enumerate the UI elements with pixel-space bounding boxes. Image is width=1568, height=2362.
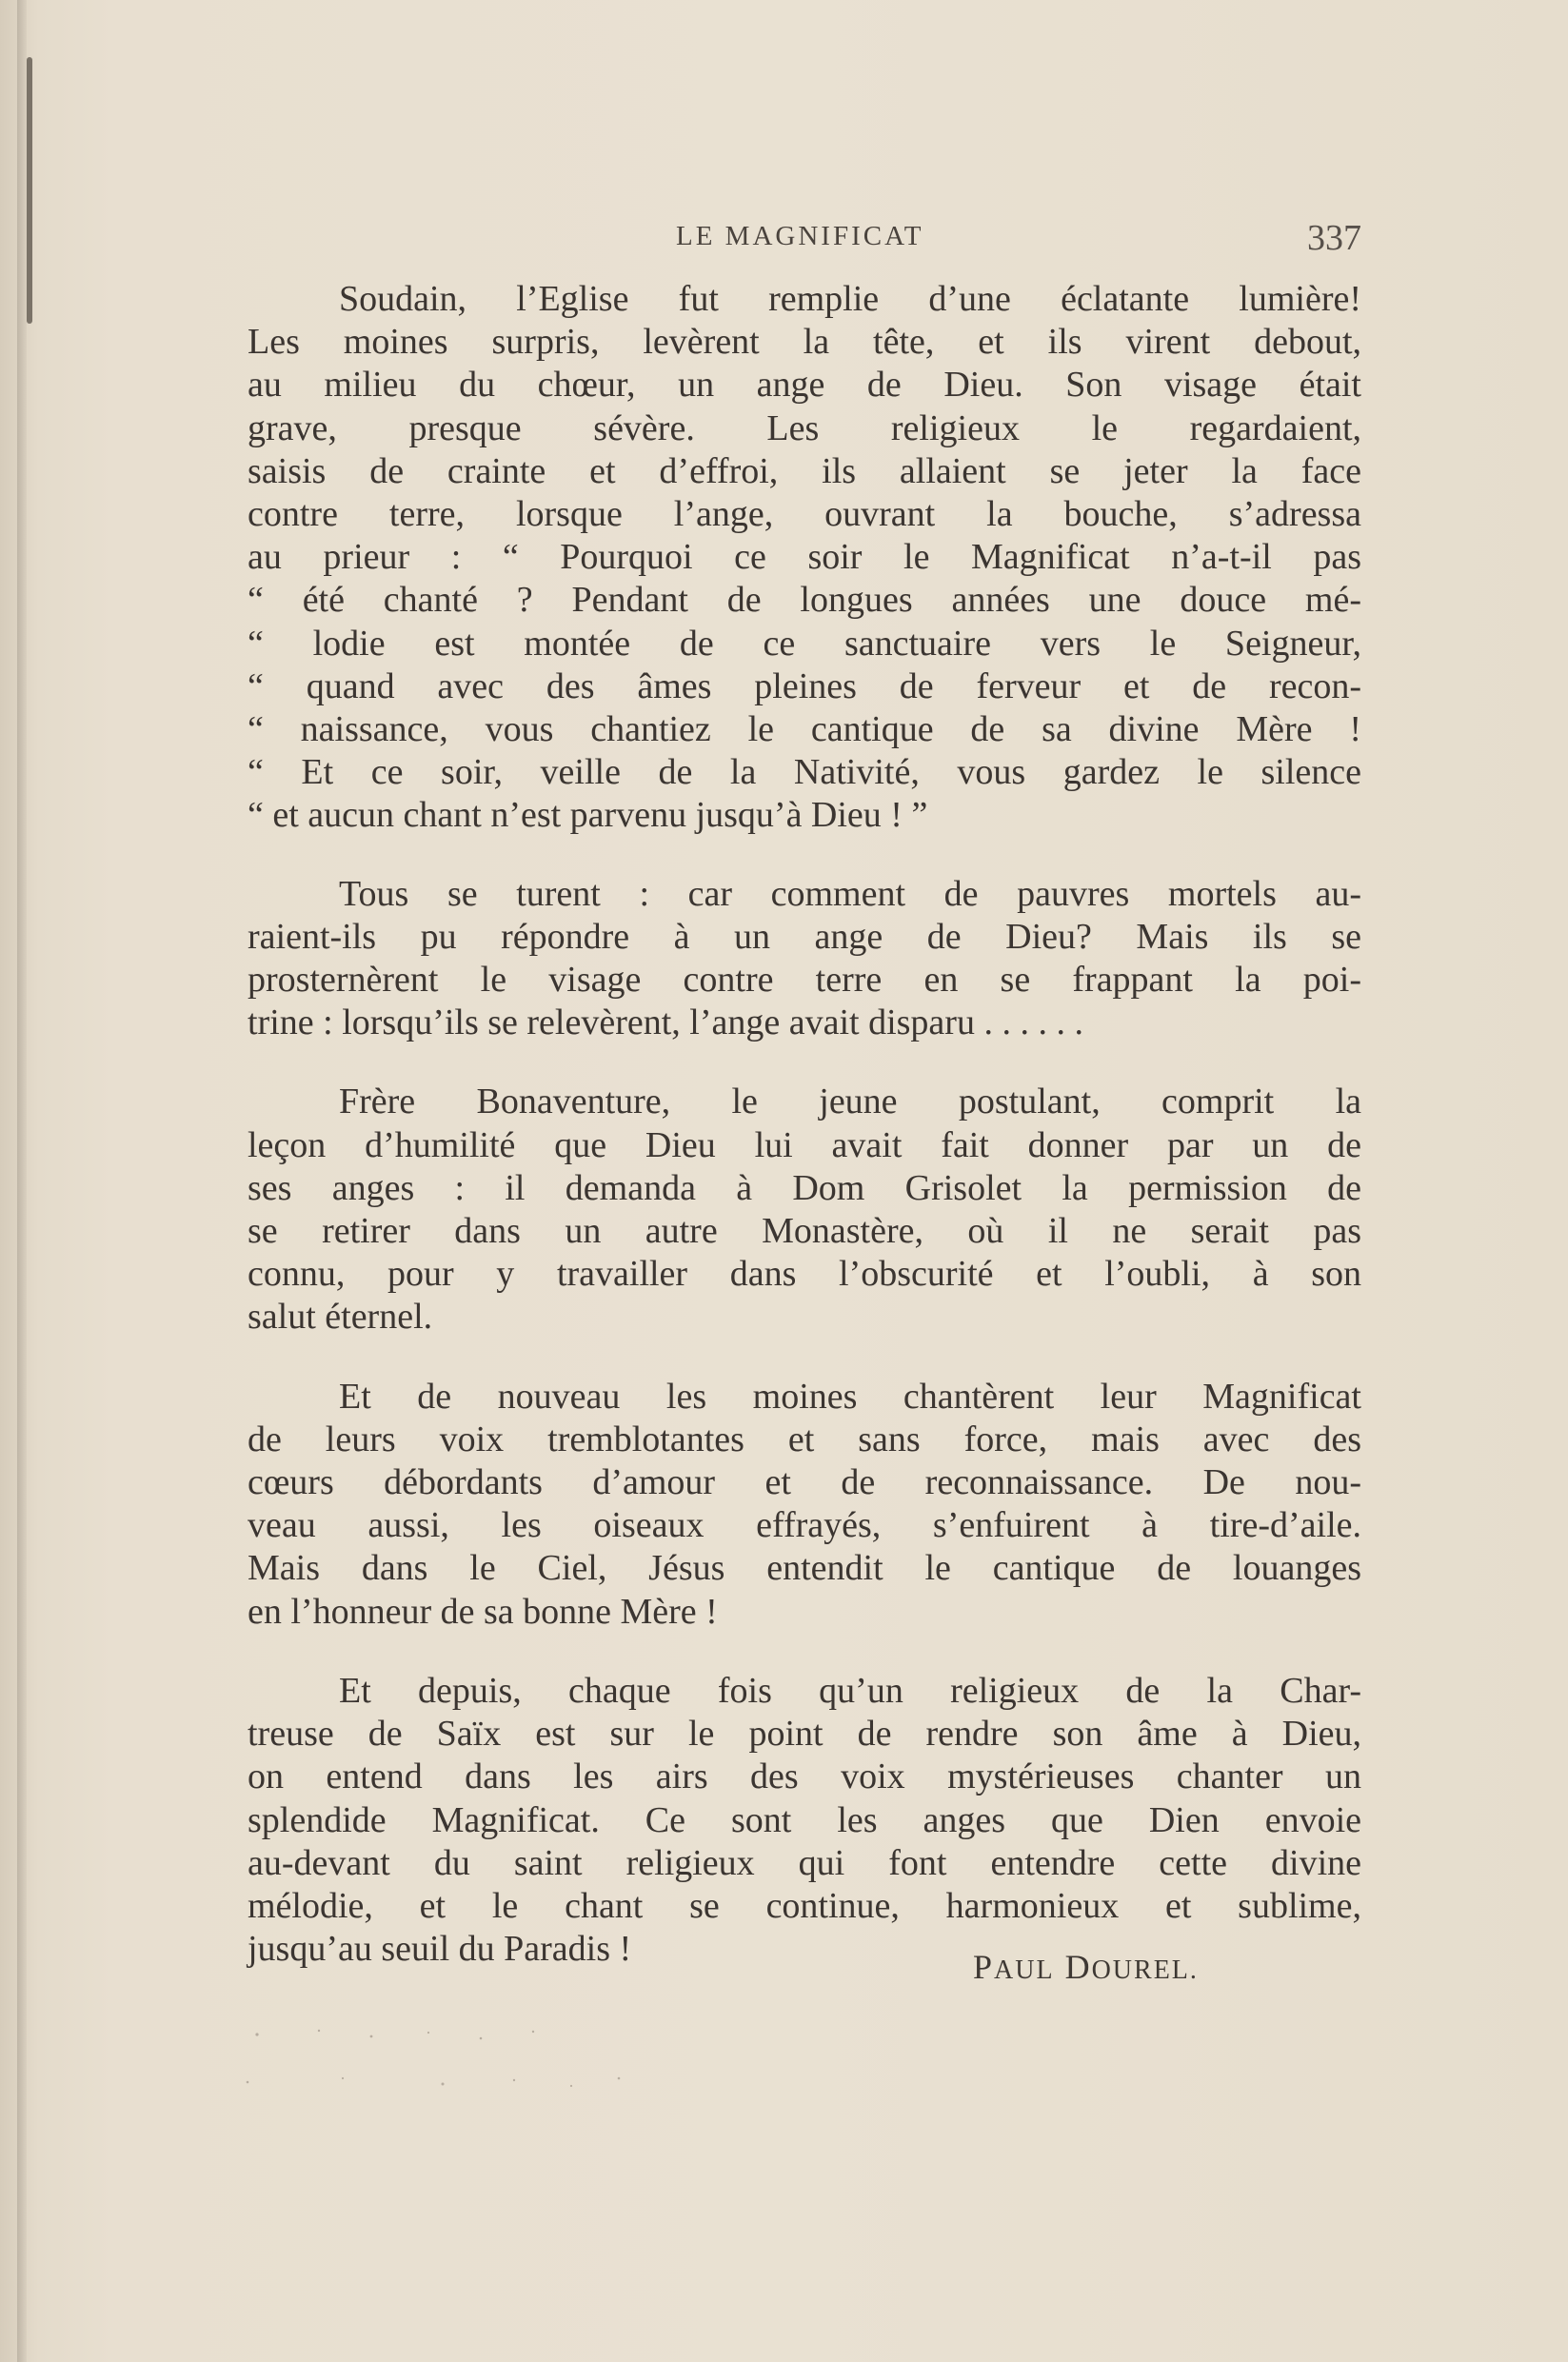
text-line: de leurs voix tremblotantes et sans force, mais avec des xyxy=(248,1419,1361,1459)
paragraph-5 xyxy=(248,1670,1361,1971)
paper-specks xyxy=(228,2023,705,2099)
text-line: Et depuis, chaque fois qu’un religieux de la Char- xyxy=(339,1670,1361,1711)
page-binding-shadow xyxy=(17,0,27,2362)
text-line: “ naissance, vous chantiez le cantique de sa divine Mère ! xyxy=(248,709,1361,750)
paragraph-4 xyxy=(248,1376,1361,1634)
text-line: contre terre, lorsque l’ange, ouvrant la bouche, s’adressa xyxy=(248,494,1361,535)
text-line: cœurs débordants d’amour et de reconnaissance. De nou- xyxy=(248,1462,1361,1503)
signature-initial: P xyxy=(973,1948,995,1986)
author-signature xyxy=(973,1947,1199,1987)
body-text xyxy=(248,278,1361,2007)
text-line: veau aussi, les oiseaux effrayés, s’enfuirent à tire-d’aile. xyxy=(248,1505,1361,1546)
text-line: Mais dans le Ciel, Jésus entendit le cantique de louanges xyxy=(248,1548,1361,1589)
text-line: se retirer dans un autre Monastère, où il ne serait pas xyxy=(248,1211,1361,1252)
text-line: Tous se turent : car comment de pauvres mortels au- xyxy=(339,873,1361,914)
text-line: trine : lorsqu’ils se relevèrent, l’ange avait disparu . . . . . . xyxy=(248,1002,1083,1043)
text-line: ses anges : il demanda à Dom Grisolet la permission de xyxy=(248,1167,1361,1208)
text-line: jusqu’au seuil du Paradis ! xyxy=(248,1929,632,1970)
text-line: grave, presque sévère. Les religieux le regardaient, xyxy=(248,407,1361,448)
text-line: prosternèrent le visage contre terre en se frappant la poi- xyxy=(248,960,1361,1001)
text-line: au-devant du saint religieux qui font entendre cette divine xyxy=(248,1842,1361,1883)
text-line: Et de nouveau les moines chantèrent leur Magnificat xyxy=(339,1376,1361,1417)
text-line: au prieur : “ Pourquoi ce soir le Magnificat n’a-t-il pas xyxy=(248,537,1361,578)
paragraph-2 xyxy=(248,873,1361,1045)
text-line: “ été chanté ? Pendant de longues années une douce mé- xyxy=(248,580,1361,621)
text-line: on entend dans les airs des voix mystérieuses chanter un xyxy=(248,1757,1361,1797)
text-line: connu, pour y travailler dans l’obscurité et l’oubli, à son xyxy=(248,1254,1361,1295)
text-line: Les moines surpris, levèrent la tête, et ils virent debout, xyxy=(248,322,1361,363)
signature-part: AUL xyxy=(994,1955,1055,1985)
running-head: LE MAGNIFICAT xyxy=(676,221,924,251)
text-line: “ quand avec des âmes pleines de ferveur et de recon- xyxy=(248,665,1361,706)
paragraph-1 xyxy=(248,278,1361,838)
text-line: “ et aucun chant n’est parvenu jusqu’à Dieu ! ” xyxy=(248,795,928,836)
text-line: en l’honneur de sa bonne Mère ! xyxy=(248,1591,718,1632)
text-line: “ Et ce soir, veille de la Nativité, vous gardez le silence xyxy=(248,752,1361,793)
text-line: salut éternel. xyxy=(248,1297,433,1338)
page-number: 337 xyxy=(1307,218,1361,258)
signature-initial: D xyxy=(1064,1948,1092,1986)
text-line: “ lodie est montée de ce sanctuaire vers le Seigneur, xyxy=(248,623,1361,664)
text-line: saisis de crainte et d’effroi, ils allaient se jeter la face xyxy=(248,450,1361,491)
text-line: treuse de Saïx est sur le point de rendre son âme à Dieu, xyxy=(248,1714,1361,1755)
signature-part: OUREL. xyxy=(1091,1955,1199,1985)
page-header xyxy=(248,211,1361,268)
binding-mark xyxy=(27,57,32,324)
text-line: raient-ils pu répondre à un ange de Dieu? Mais ils se xyxy=(248,916,1361,957)
text-line: Frère Bonaventure, le jeune postulant, comprit la xyxy=(339,1082,1361,1122)
text-line: leçon d’humilité que Dieu lui avait fait donner par un de xyxy=(248,1124,1361,1165)
text-line: au milieu du chœur, un ange de Dieu. Son visage était xyxy=(248,365,1361,406)
text-line: splendide Magnificat. Ce sont les anges que Dien envoie xyxy=(248,1799,1361,1840)
text-line: mélodie, et le chant se continue, harmonieux et sublime, xyxy=(248,1885,1361,1926)
text-line: Soudain, l’Eglise fut remplie d’une éclatante lumière! xyxy=(339,279,1361,319)
paragraph-3 xyxy=(248,1081,1361,1339)
